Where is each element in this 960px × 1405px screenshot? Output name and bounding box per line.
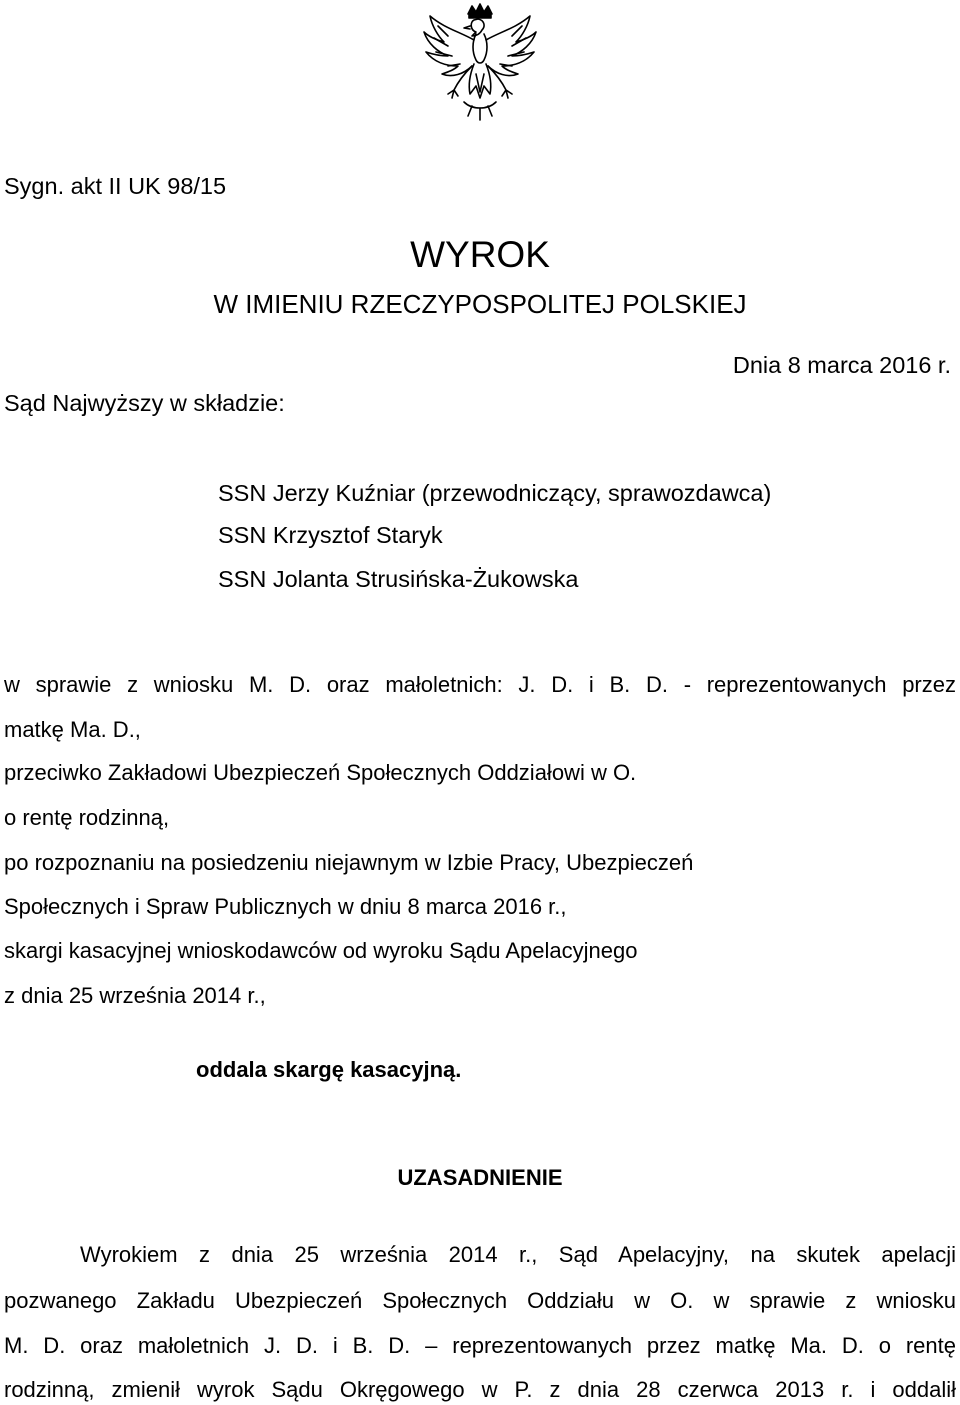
justification-line-4: rodzinną, zmienił wyrok Sądu Okręgowego w P. z dnia 28 czerwca 2013 r. i oddalił: [4, 1377, 956, 1402]
case-signature: Sygn. akt II UK 98/15: [4, 173, 227, 199]
case-line-2: matkę Ma. D.,: [4, 717, 141, 742]
case-line-4: o rentę rodzinną,: [4, 805, 170, 830]
justification-line-1: Wyrokiem z dnia 25 września 2014 r., Sąd Apelacyjny, na skutek apelacji: [80, 1242, 956, 1267]
document-subtitle: W IMIENIU RZECZYPOSPOLITEJ POLSKIEJ: [213, 289, 747, 319]
court-composition-label: Sąd Najwyższy w składzie:: [4, 390, 285, 416]
document-title: WYROK: [410, 234, 550, 275]
case-line-8: z dnia 25 września 2014 r.,: [4, 983, 266, 1008]
case-line-5: po rozpoznaniu na posiedzeniu niejawnym w Izbie Pracy, Ubezpieczeń: [4, 850, 694, 875]
justification-line-3: M. D. oraz małoletnich J. D. i B. D. – reprezentowanych przez matkę Ma. D. o rentę: [4, 1333, 956, 1358]
judgment-date: Dnia 8 marca 2016 r.: [732, 352, 951, 378]
judge-2: SSN Krzysztof Staryk: [218, 522, 443, 548]
judge-3: SSN Jolanta Strusińska-Żukowska: [218, 566, 579, 592]
justification-heading: UZASADNIENIE: [397, 1165, 563, 1190]
justification-line-2: pozwanego Zakładu Ubezpieczeń Społecznych Oddziału w O. w sprawie z wniosku: [4, 1288, 956, 1313]
polish-eagle-emblem: [414, 2, 546, 134]
verdict: oddala skargę kasacyjną.: [196, 1057, 462, 1082]
case-line-7: skargi kasacyjnej wnioskodawców od wyroku Sądu Apelacyjnego: [4, 938, 638, 963]
case-line-3: przeciwko Zakładowi Ubezpieczeń Społecznych Oddziałowi w O.: [4, 760, 637, 785]
judge-presiding: SSN Jerzy Kuźniar (przewodniczący, sprawozdawca): [218, 480, 772, 506]
case-line-1: w sprawie z wniosku M. D. oraz małoletnich: J. D. i B. D. - reprezentowanych przez: [4, 672, 956, 697]
case-line-6: Społecznych i Spraw Publicznych w dniu 8 marca 2016 r.,: [4, 894, 567, 919]
